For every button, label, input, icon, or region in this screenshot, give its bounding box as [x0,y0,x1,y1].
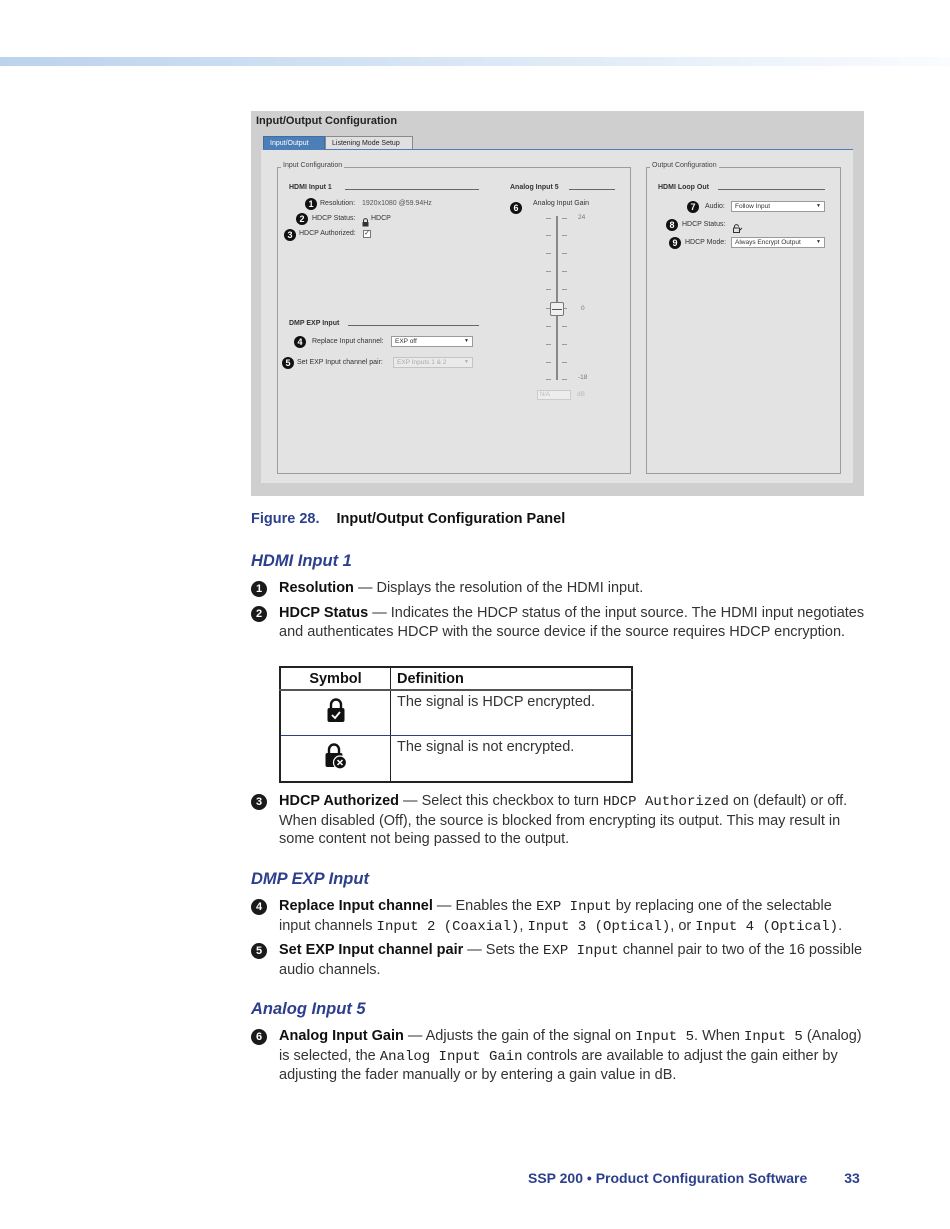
item-text: — Enables the [432,898,537,914]
table-row [280,690,632,736]
callout-6: 6 [510,202,522,214]
panel-title: Input/Output Configuration [256,115,398,127]
symbol-cell [280,690,391,736]
code-text: Input 5 [743,1029,803,1045]
fader-tick [546,379,551,380]
replace-input-dropdown[interactable] [391,336,473,347]
symbol-cell [280,736,391,783]
item-text: — Adjusts the gain of the signal on [403,1028,636,1044]
item-term: Resolution [279,580,354,596]
fader-tick [546,362,551,363]
tab-content [261,150,853,483]
fader-tick [562,289,567,290]
resolution-label: Resolution: [320,200,356,207]
unlocked-status-icon [733,220,743,238]
code-text: Input 5 [635,1029,695,1045]
fader-tick [546,235,551,236]
gain-unit: dB [577,391,585,398]
callout-4: 4 [294,336,306,348]
bullet-number: 6 [251,1029,267,1045]
item-text: — Sets the [463,942,544,958]
figure-number: Figure 28. [251,511,320,527]
fader-tick [562,253,567,254]
callout-1: 1 [305,198,317,210]
item-term: Replace Input channel [279,898,433,914]
dropdown-arrow-icon: ▼ [816,239,821,245]
item-hdcp-status [251,604,866,641]
item-text: — Select this checkbox to turn [399,793,603,809]
fader-tick [546,326,551,327]
table-header-definition: Definition [391,667,633,690]
callout-9: 9 [669,237,681,249]
replace-input-value: EXP off [395,338,417,345]
code-text: HDCP Authorized [602,794,729,810]
callout-5: 5 [282,357,294,369]
fader-scale-mid: 0 [581,305,585,312]
fader-tick [546,271,551,272]
replace-input-label: Replace Input channel: [312,338,384,345]
callout-7: 7 [687,201,699,213]
footer-title: SSP 200 • Product Configuration Software [528,1170,808,1186]
output-hdcp-status-label: HDCP Status: [682,221,726,228]
code-text: Analog Input Gain [379,1048,523,1065]
item-term: Analog Input Gain [279,1028,404,1044]
item-term: Set EXP Input channel pair [279,942,464,958]
code-text: Input 4 (Optical) [695,918,839,935]
bullet-number: 5 [251,943,267,959]
item-replace-input [251,897,866,936]
hdcp-status-value: HDCP [371,215,391,222]
divider [348,325,479,326]
analog-input-section: Analog Input 5 [510,184,559,191]
fader-tick [562,326,567,327]
code-text: Input 3 (Optical) [527,918,671,935]
hdcp-authorized-label: HDCP Authorized: [299,230,356,237]
dropdown-arrow-icon: ▼ [464,359,469,365]
item-term: HDCP Status [279,605,369,621]
code-text: EXP Input [543,943,619,959]
gain-fader-knob[interactable] [550,302,564,316]
divider [345,189,479,190]
set-pair-label: Set EXP Input channel pair: [297,359,383,366]
item-text: , [519,917,528,934]
item-resolution [251,579,866,598]
definition-cell: The signal is HDCP encrypted. [391,690,633,736]
code-text: EXP Input [536,899,612,915]
item-text: , or [670,917,696,934]
fader-tick [562,362,567,363]
definition-cell: The signal is not encrypted. [397,739,575,755]
bullet-number: 2 [251,606,267,622]
item-text: by replacing one of the selectable input channels [279,898,832,934]
table-header-symbol: Symbol [280,667,391,690]
lock-check-icon [326,711,346,727]
item-set-exp-pair [251,941,866,979]
hdcp-mode-dropdown[interactable] [731,237,825,248]
io-config-screenshot [251,111,864,496]
fader-tick [562,379,567,380]
analog-gain-label: Analog Input Gain [533,200,590,207]
input-config-title: Input Configuration [283,162,343,169]
hdcp-mode-value: Always Encrypt Output [735,239,801,246]
bullet-number: 4 [251,899,267,915]
fader-tick [546,253,551,254]
page-footer [528,1170,860,1186]
audio-dropdown[interactable] [731,201,825,212]
output-config-group [646,162,841,474]
item-analog-gain [251,1027,866,1085]
audio-value: Follow Input [735,203,771,210]
table-row [280,736,632,783]
header-gradient-bar [0,57,950,66]
bullet-number: 3 [251,794,267,810]
fader-tick [546,289,551,290]
fader-scale-top: 24 [578,214,586,221]
set-pair-value: EXP Inputs 1 & 2 [397,359,447,366]
tab-listening-mode-setup[interactable]: Listening Mode Setup [325,136,413,149]
section-heading-hdmi: HDMI Input 1 [251,552,352,570]
figure-title: Input/Output Configuration Panel [336,511,566,527]
fader-scale-bottom: -18 [578,374,588,381]
item-term: HDCP Authorized [279,793,400,809]
tab-input-output[interactable]: Input/Output [263,136,325,149]
item-text: — Indicates the HDCP status of the input source. The HDMI input negotiates and authenticates HDCP with the source device if the source requires HDCP encryption. [279,605,865,640]
item-text: . [838,917,843,934]
item-text: . When [694,1028,744,1044]
item-hdcp-authorized [251,792,866,849]
figure-caption [251,511,565,527]
fader-tick [562,235,567,236]
lock-x-icon [324,758,348,774]
fader-tick [562,218,567,219]
hdmi-loop-out-section: HDMI Loop Out [658,184,709,191]
item-text: controls are available to adjust the gain either by adjusting the fader manually or by entering a gain value in dB. [279,1047,838,1084]
divider [569,189,615,190]
dropdown-arrow-icon: ▼ [464,338,469,344]
page-number: 33 [844,1170,860,1186]
item-text: on (default) or off. When disabled (Off), the source is blocked from encrypting its output. This may result in some content not being passed to the output. [279,793,848,848]
dmp-exp-section: DMP EXP Input [289,320,340,327]
hdcp-symbol-table [279,666,633,783]
callout-3: 3 [284,229,296,241]
gain-value-input[interactable]: N/A [537,390,571,400]
hdcp-mode-label: HDCP Mode: [685,239,727,246]
fader-tick [546,218,551,219]
set-pair-dropdown[interactable] [393,357,473,368]
hdcp-status-label: HDCP Status: [312,215,356,222]
hdcp-authorized-checkbox[interactable]: ✓ [364,230,370,237]
dropdown-arrow-icon: ▼ [816,203,821,209]
resolution-value: 1920x1080 @59.94Hz [362,200,432,207]
fader-tick [546,344,551,345]
input-config-group [277,162,631,474]
divider [718,189,825,190]
section-heading-analog: Analog Input 5 [251,1000,366,1018]
bullet-number: 1 [251,581,267,597]
item-text: (Analog) is selected, the [279,1028,862,1064]
output-config-title: Output Configuration [652,162,717,169]
code-text: Input 2 (Coaxial) [376,918,520,935]
gain-fader-track[interactable] [556,216,558,380]
audio-label: Audio: [705,203,725,210]
callout-2: 2 [296,213,308,225]
section-heading-dmp: DMP EXP Input [251,870,369,888]
item-text: — Displays the resolution of the HDMI input. [353,580,644,596]
hdmi-input-section: HDMI Input 1 [289,184,332,191]
item-text: channel pair to two of the 16 possible audio channels. [279,942,863,978]
fader-tick [562,271,567,272]
fader-tick [562,344,567,345]
callout-8: 8 [666,219,678,231]
